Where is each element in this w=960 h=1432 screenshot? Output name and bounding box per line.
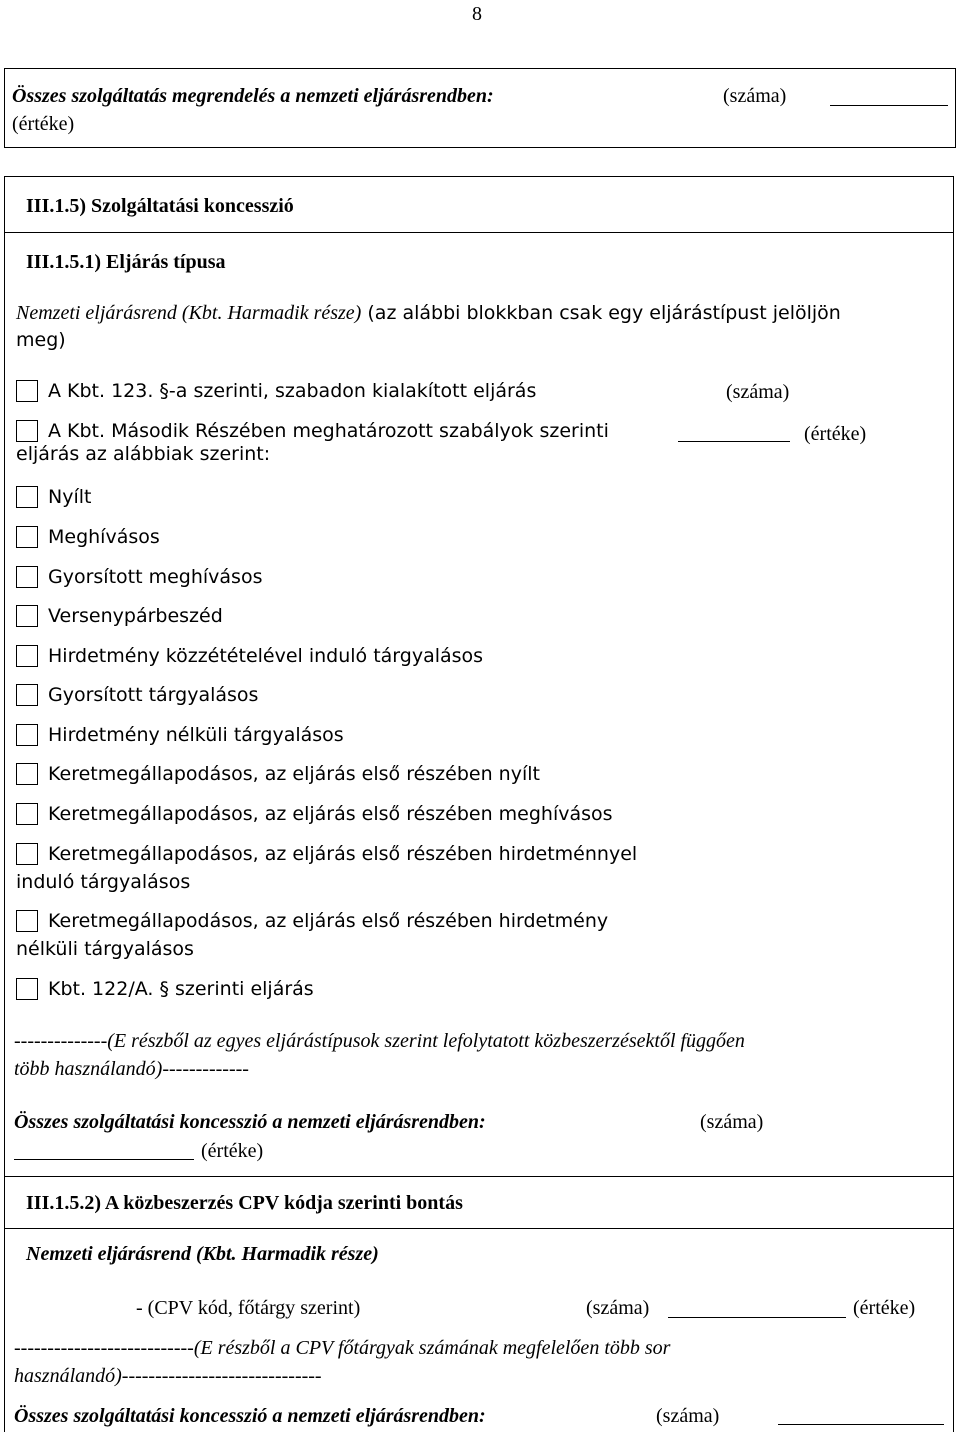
count-label: (száma)	[723, 85, 787, 107]
checkbox-procedure-type[interactable]	[16, 526, 38, 548]
value-label: (értéke)	[853, 1297, 916, 1319]
count-label: (száma)	[656, 1405, 720, 1427]
intro-text-line2: meg)	[16, 329, 66, 351]
repeat-note: --------------(E részből az egyes eljárástípusok szerint lefolytatott közbeszerzésektől függően	[14, 1030, 745, 1052]
checkbox-procedure-type[interactable]	[16, 724, 38, 746]
count-field[interactable]	[668, 1301, 846, 1318]
repeat-note-line2: használandó)------------------------------	[14, 1365, 322, 1387]
checkbox-procedure-type[interactable]	[16, 486, 38, 508]
section-heading: III.1.5) Szolgáltatási koncesszió	[26, 195, 294, 217]
checkbox-procedure-type[interactable]	[16, 605, 38, 627]
procedure-type-label: Gyorsított meghívásos	[48, 566, 263, 588]
total-services-label: Összes szolgáltatás megrendelés a nemzeti eljárásrendben:	[12, 85, 494, 107]
regime-label: Nemzeti eljárásrend (Kbt. Harmadik része)	[16, 302, 362, 324]
page-number: 8	[472, 3, 482, 25]
procedure-type-label: Versenypárbeszéd	[48, 605, 223, 627]
option-kbt-123-label: A Kbt. 123. §-a szerinti, szabadon kialakított eljárás	[48, 380, 537, 402]
checkbox-procedure-type[interactable]	[16, 910, 38, 932]
count-field[interactable]	[778, 1408, 944, 1425]
intro-text: (az alábbi blokkban csak egy eljárástípust jelöljön	[361, 302, 841, 324]
count-label: (száma)	[586, 1297, 650, 1319]
checkbox-procedure-type[interactable]	[16, 566, 38, 588]
count-label: (száma)	[700, 1111, 764, 1133]
option-second-part-label-line2: eljárás az alábbiak szerint:	[16, 443, 271, 465]
count-field[interactable]	[830, 89, 948, 106]
value-field[interactable]	[678, 425, 790, 442]
regime-label: Nemzeti eljárásrend (Kbt. Harmadik része)	[26, 1243, 379, 1265]
procedure-type-label: Keretmegállapodásos, az eljárás első részében hirdetmény	[48, 910, 609, 932]
procedure-type-label: Nyílt	[48, 486, 92, 508]
procedure-type-label: Keretmegállapodásos, az eljárás első részében meghívásos	[48, 803, 613, 825]
procedure-type-label: Keretmegállapodásos, az eljárás első részében nyílt	[48, 763, 540, 785]
procedure-intro	[16, 301, 841, 325]
checkbox-procedure-type[interactable]	[16, 843, 38, 865]
procedure-type-label: Hirdetmény nélküli tárgyalásos	[48, 724, 344, 746]
divider	[5, 232, 953, 233]
procedure-type-label: Gyorsított tárgyalásos	[48, 684, 259, 706]
divider	[5, 1228, 953, 1229]
total-concession-label: Összes szolgáltatási koncesszió a nemzeti eljárásrendben:	[14, 1405, 486, 1427]
checkbox-kbt-123[interactable]	[16, 380, 38, 402]
count-label: (száma)	[726, 381, 790, 403]
checkbox-kbt-second-part[interactable]	[16, 420, 38, 442]
value-label: (értéke)	[201, 1140, 264, 1162]
subsection-1-heading: III.1.5.1) Eljárás típusa	[26, 251, 226, 273]
summary-box-top	[4, 68, 956, 148]
value-label: (értéke)	[804, 423, 867, 445]
divider	[5, 1176, 953, 1177]
value-label: (értéke)	[12, 113, 75, 135]
procedure-type-label-line2: induló tárgyalásos	[16, 871, 191, 893]
checkbox-procedure-type[interactable]	[16, 645, 38, 667]
option-second-part-label: A Kbt. Második Részében meghatározott szabályok szerinti	[48, 420, 609, 442]
value-field[interactable]	[14, 1143, 194, 1160]
procedure-type-label: Hirdetmény közzétételével induló tárgyalásos	[48, 645, 484, 667]
total-concession-label: Összes szolgáltatási koncesszió a nemzeti eljárásrendben:	[14, 1111, 486, 1133]
procedure-type-label: Keretmegállapodásos, az eljárás első részében hirdetménnyel	[48, 843, 638, 865]
cpv-line-label: - (CPV kód, főtárgy szerint)	[136, 1297, 361, 1319]
checkbox-procedure-type[interactable]	[16, 684, 38, 706]
procedure-type-label-line2: nélküli tárgyalásos	[16, 938, 194, 960]
checkbox-kbt-122a[interactable]	[16, 978, 38, 1000]
repeat-note-line2: több használandó)-------------	[14, 1058, 249, 1080]
repeat-note: ---------------------------(E részből a CPV főtárgyak számának megfelelően több sor	[14, 1337, 671, 1359]
checkbox-procedure-type[interactable]	[16, 763, 38, 785]
procedure-type-label: Meghívásos	[48, 526, 160, 548]
checkbox-procedure-type[interactable]	[16, 803, 38, 825]
subsection-2-heading: III.1.5.2) A közbeszerzés CPV kódja szerinti bontás	[26, 1192, 463, 1214]
option-kbt-122a-label: Kbt. 122/A. § szerinti eljárás	[48, 978, 314, 1000]
